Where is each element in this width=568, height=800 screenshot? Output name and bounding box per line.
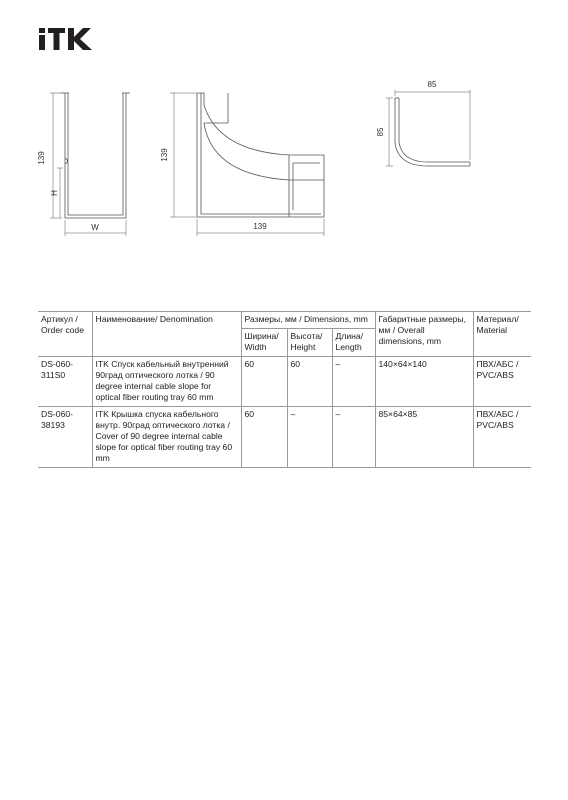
row-length: – <box>332 357 375 407</box>
row-article: DS-060-311S0 <box>38 357 92 407</box>
header-width: Ширина/ Width <box>241 329 287 357</box>
side-height-dim: 139 <box>37 151 46 165</box>
row-width: 60 <box>241 357 287 407</box>
technical-drawings <box>0 60 568 260</box>
row-denomination: ITK Крышка спуска кабельного внутр. 90град оптического лотка / Cover of 90 degree internal cable slope for optical fiber routing tray 60 mm <box>92 407 241 468</box>
header-denomination: Наименование/ Denomination <box>92 312 241 357</box>
row-overall: 140×64×140 <box>375 357 473 407</box>
cover-width-dim: 85 <box>427 80 437 89</box>
elbow-width-dim: 139 <box>253 222 267 231</box>
elbow-height-dim: 139 <box>160 148 169 162</box>
header-article: Артикул / Order code <box>38 312 92 357</box>
row-overall: 85×64×85 <box>375 407 473 468</box>
header-overall: Габаритные размеры, мм / Overall dimensions, mm <box>375 312 473 357</box>
spec-table <box>38 311 531 468</box>
table-row <box>38 407 531 468</box>
cover-height-dim: 85 <box>376 127 385 137</box>
row-height: 60 <box>287 357 332 407</box>
table-header-row <box>38 312 531 329</box>
itk-logo-graphic <box>39 26 95 56</box>
row-denomination: ITK Спуск кабельный внутренний 90град оптического лотка / 90 degree internal cable slope for optical fiber routing tray 60 mm <box>92 357 241 407</box>
side-w-label: W <box>91 223 99 232</box>
row-material: ПВХ/АБС / PVC/ABS <box>473 357 531 407</box>
row-article: DS-060-38193 <box>38 407 92 468</box>
header-material: Материал/ Material <box>473 312 531 357</box>
itk-logo <box>39 26 95 56</box>
row-length: – <box>332 407 375 468</box>
elbow-view-drawing <box>170 93 324 236</box>
header-dimensions: Размеры, мм / Dimensions, mm <box>241 312 375 329</box>
cover-view-drawing <box>386 90 470 166</box>
row-material: ПВХ/АБС / PVC/ABS <box>473 407 531 468</box>
row-width: 60 <box>241 407 287 468</box>
side-view-drawing <box>50 93 130 236</box>
header-height: Высота/ Height <box>287 329 332 357</box>
row-height: – <box>287 407 332 468</box>
header-length: Длина/ Length <box>332 329 375 357</box>
table-row <box>38 357 531 407</box>
side-h-label: H <box>50 190 59 196</box>
